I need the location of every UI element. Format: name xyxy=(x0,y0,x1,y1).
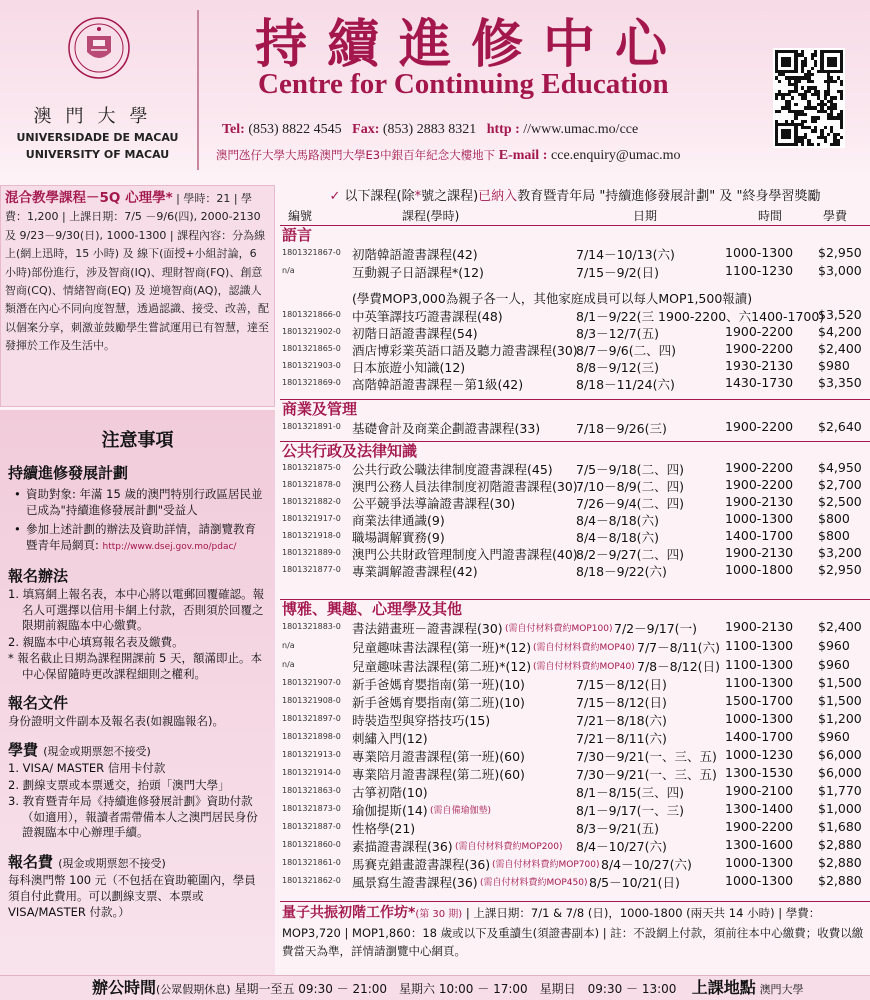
course-code: 1801321887-0 xyxy=(282,822,341,831)
course-row xyxy=(280,262,870,279)
course-row xyxy=(280,674,870,691)
tuition-heading xyxy=(8,739,267,760)
course-row xyxy=(280,476,870,493)
notes-title: 注意事項 xyxy=(101,430,174,451)
pdac-item xyxy=(8,521,267,555)
course-name: 書法錯畫班－證書課程(30) xyxy=(352,621,503,636)
tuition-item: 1. VISA/ MASTER 信用卡付款 xyxy=(8,761,166,775)
course-name: 性格學(21) xyxy=(352,821,416,836)
application-fee-section xyxy=(8,851,267,920)
course-fee: $2,640 xyxy=(818,419,862,434)
course-code: 1801321902-0 xyxy=(282,327,341,336)
pdac-item-text: 參加上述計劃的辦法及資助詳情，請瀏覽教育暨青年局網頁: xyxy=(26,522,256,552)
tel-number: (853) 8822 4545 xyxy=(248,122,342,137)
course-row xyxy=(280,692,870,709)
pdac-section xyxy=(8,462,267,555)
course-date: 8/4－8/18(六) xyxy=(576,530,659,545)
course-name: 中英筆譯技巧證書課程(48) xyxy=(352,309,503,324)
course-code: 1801321873-0 xyxy=(282,804,341,813)
course-row xyxy=(280,746,870,763)
course-time: 1430-1730 xyxy=(725,375,794,390)
course-time: 1900-2130 xyxy=(725,619,794,634)
quantum-details: | 上課日期：7/1 & 7/8 (日)，1000-1800 (兩天共 14 小時) | 學費：MOP3,720 | MOP1,860：18 歲或以下及重讀生(須證書副本) | 註：不設網上付款，須前往本中心繳費；收費以繳費當天為準，詳情請瀏覽中心網頁。 xyxy=(282,906,864,958)
col-fee: 學費 xyxy=(823,209,848,223)
application-fee-title: 報名費 xyxy=(8,852,54,871)
course-row xyxy=(280,710,870,727)
university-name-en: UNIVERSITY OF MACAU xyxy=(25,148,170,161)
address-line xyxy=(216,147,681,164)
registration-section xyxy=(8,565,267,682)
course-code: 1801321883-0 xyxy=(282,622,341,631)
course-date: 7/8－8/12(日) xyxy=(637,659,720,674)
course-code: 1801321875-0 xyxy=(282,463,341,472)
course-code: 1801321898-0 xyxy=(282,732,341,741)
course-fee: $4,200 xyxy=(818,324,862,339)
course-time: 1900-2200 xyxy=(725,819,794,834)
documents-text: 身份證明文件副本及報名表(如親臨報名)。 xyxy=(8,714,224,728)
course-name: 公平競爭法導論證書課程(30) xyxy=(352,496,516,511)
section-business: 商業及管理 xyxy=(280,399,870,418)
course-note: (需自備瑜伽墊) xyxy=(430,806,492,816)
course-fee: $6,000 xyxy=(818,765,862,780)
course-code: 1801321913-0 xyxy=(282,750,341,759)
course-code: 1801321867-0 xyxy=(282,248,341,257)
tel-label: Tel: xyxy=(222,122,245,137)
course-fee: $1,500 xyxy=(818,675,862,690)
course-note: (需自付材料費約MOP100) xyxy=(505,624,613,634)
course-code: 1801321897-0 xyxy=(282,714,341,723)
course-row xyxy=(280,510,870,527)
parent-child-fee-note: (學費MOP3,000為親子各一人，其他家庭成員可以每人MOP1,500報讀) xyxy=(352,291,753,306)
course-date: 8/3－9/21(五) xyxy=(576,821,659,836)
course-fee: $960 xyxy=(818,638,850,653)
course-name: 高階韓語證書課程－第1級(42) xyxy=(352,377,524,392)
course-date: 7/15－9/2(日) xyxy=(576,265,659,280)
course-fee: $1,000 xyxy=(818,801,862,816)
course-fee: $2,400 xyxy=(818,619,862,634)
office-hours: 星期一至五 09:30 － 21:00 星期六 10:00 － 17:00 星期日 09:30 － 13:00 xyxy=(234,982,677,996)
application-fee-text: 每科澳門幣 100 元（不包括在資助範圍內，學員須自付此費用。可以劃線支票、本票或 VISA/MASTER 付款。） xyxy=(8,872,256,919)
course-code: 1801321869-0 xyxy=(282,378,341,387)
course-name: 風景寫生證書課程(36) xyxy=(352,875,478,890)
course-time: 1100-1300 xyxy=(725,638,794,653)
course-time: 1900-2130 xyxy=(725,545,794,560)
course-name: 初階日語證書課程(54) xyxy=(352,326,478,341)
quantum-session: (第 30 期) xyxy=(415,909,463,920)
tuition-section xyxy=(8,739,267,841)
course-name: 瑜伽提斯(14) xyxy=(352,803,428,818)
course-row xyxy=(280,493,870,510)
tuition-item: 3. 教育暨青年局《持續進修發展計劃》資助付款（如適用），報讀者需帶備本人之澳門居民身份證親臨本中心辦理手續。 xyxy=(8,794,258,839)
course-time: 1300-1400 xyxy=(725,801,794,816)
course-row xyxy=(280,764,870,781)
course-row xyxy=(280,728,870,745)
course-fee: $1,770 xyxy=(818,783,862,798)
pdac-heading: 持續進修發展計劃 xyxy=(8,464,129,482)
email-link[interactable]: cce.enquiry@umac.mo xyxy=(551,148,681,163)
course-code: 1801321865-0 xyxy=(282,344,341,353)
course-date: 8/1－8/15(三、四) xyxy=(576,785,684,800)
university-seal-icon xyxy=(67,14,131,84)
section-liberal-arts: 博雅、興趣、心理學及其他 xyxy=(280,599,870,618)
course-name: 基礎會計及商業企劃證書課程(33) xyxy=(352,421,541,436)
course-time: 1900-2200 xyxy=(725,477,794,492)
course-time: 1300-1530 xyxy=(725,765,794,780)
course-code: 1801321907-0 xyxy=(282,678,341,687)
course-code: 1801321860-0 xyxy=(282,840,341,849)
blended-course-promo xyxy=(0,185,275,407)
course-time: 1000-1300 xyxy=(725,711,794,726)
section-language: 語言 xyxy=(280,225,870,244)
university-name-pt: UNIVERSIDADE DE MACAU xyxy=(16,131,179,144)
header-divider xyxy=(197,10,199,170)
venue-label: 上課地點 xyxy=(691,978,756,997)
centre-title-en: Centre for Continuing Education xyxy=(258,68,669,100)
column-headers xyxy=(280,207,870,223)
university-name-zh: 澳門大學 xyxy=(33,106,162,127)
course-time: 1930-2130 xyxy=(725,358,794,373)
fax-number: (853) 2883 8321 xyxy=(382,122,477,137)
section-public-admin: 公共行政及法律知識 xyxy=(280,441,870,460)
course-row xyxy=(280,800,870,817)
course-fee: $2,500 xyxy=(818,494,862,509)
course-date: 8/18－9/22(六) xyxy=(576,564,667,579)
course-date: 7/21－8/11(六) xyxy=(576,731,667,746)
footer xyxy=(0,975,870,1000)
course-date: 8/2－9/27(二、四) xyxy=(576,547,684,562)
course-row xyxy=(280,418,870,435)
qr-code-icon[interactable] xyxy=(773,48,845,148)
course-code: 1801321862-0 xyxy=(282,876,341,885)
course-code: n/a xyxy=(282,641,295,650)
course-note: (需自付材料費約MOP40) xyxy=(533,662,635,672)
course-row xyxy=(280,818,870,835)
course-row xyxy=(280,459,870,476)
course-name: 公共行政公職法律制度證書課程(45) xyxy=(352,462,553,477)
course-date: 8/4－10/27(六) xyxy=(576,839,667,854)
course-row xyxy=(280,618,870,635)
course-date: 7/10－8/9(二、四) xyxy=(576,479,684,494)
course-fee: $2,880 xyxy=(818,837,862,852)
course-note: (需自付材料費約MOP450) xyxy=(480,878,588,888)
course-name: 商業法律通識(9) xyxy=(352,513,445,528)
course-time: 1400-1700 xyxy=(725,729,794,744)
course-fee: $980 xyxy=(818,358,850,373)
intro-text-a: 以下課程(除 xyxy=(344,189,415,204)
course-name: 新手爸媽育嬰指南(第二班)(10) xyxy=(352,695,525,710)
course-row xyxy=(280,872,870,889)
course-fee: $800 xyxy=(818,511,850,526)
registration-item: 2. 親臨本中心填寫報名表及繳費。 xyxy=(8,634,184,649)
course-date: 7/15－8/12(日) xyxy=(576,677,667,692)
course-fee: $1,680 xyxy=(818,819,862,834)
course-time: 1000-1300 xyxy=(725,511,794,526)
header xyxy=(0,0,870,180)
contact-line xyxy=(222,122,638,138)
course-date: 8/7－9/6(二、四) xyxy=(576,343,676,358)
course-row xyxy=(280,782,870,799)
course-date: 7/15－8/12(日) xyxy=(576,695,667,710)
intro-text-d: 教育暨青年局 "持續進修發展計劃" 及 "終身學習獎勵 xyxy=(517,189,821,204)
course-fee: $1,500 xyxy=(818,693,862,708)
course-name: 澳門公共財政管理制度入門證書課程(40) xyxy=(352,547,578,562)
course-name: 專業陪月證書課程(第二班)(60) xyxy=(352,767,525,782)
course-fee: $2,880 xyxy=(818,855,862,870)
course-name: 專業調解證書課程(42) xyxy=(352,564,478,579)
course-time: 1900-2100 xyxy=(725,783,794,798)
notes-panel xyxy=(0,410,275,975)
course-row xyxy=(280,561,870,578)
venue: 澳門大學 xyxy=(759,983,804,996)
course-fee: $3,200 xyxy=(818,545,862,560)
course-fee: $3,350 xyxy=(818,375,862,390)
documents-heading: 報名文件 xyxy=(8,694,69,712)
intro-highlight: 已納入 xyxy=(478,189,518,204)
course-time: 1900-2200 xyxy=(725,460,794,475)
documents-section xyxy=(8,692,267,729)
course-date: 8/8－9/12(三) xyxy=(576,360,659,375)
course-date: 7/30－9/21(一、三、五) xyxy=(576,749,717,764)
application-fee-note: (現金或期票恕不接受) xyxy=(58,856,166,870)
course-list xyxy=(280,185,870,958)
course-code: 1801321882-0 xyxy=(282,497,341,506)
course-time: 1000-1300 xyxy=(725,855,794,870)
course-date: 8/1－9/17(一、三) xyxy=(576,803,684,818)
course-fee: $800 xyxy=(818,528,850,543)
course-date: 7/26－9/4(二、四) xyxy=(576,496,684,511)
course-date: 7/7－8/11(六) xyxy=(637,640,720,655)
email-label: E-mail : xyxy=(498,148,548,163)
course-fee: $960 xyxy=(818,729,850,744)
course-fee: $2,950 xyxy=(818,562,862,577)
course-name: 專業陪月證書課程(第一班)(60) xyxy=(352,749,525,764)
tuition-item: 2. 劃線支票或本票遞交，抬頭「澳門大學」 xyxy=(8,777,230,792)
course-date: 8/4－10/27(六) xyxy=(601,857,692,872)
col-date: 日期 xyxy=(633,209,658,223)
course-code: 1801321908-0 xyxy=(282,696,341,705)
course-row xyxy=(280,656,870,673)
course-time: 1900-2200 xyxy=(725,341,794,356)
course-date: 8/4－8/18(六) xyxy=(576,513,659,528)
quantum-title: 量子共振初階工作坊* xyxy=(282,905,416,921)
course-time: 1100-1300 xyxy=(725,657,794,672)
pdac-intro xyxy=(280,185,870,205)
course-date: 7/14－10/13(六) xyxy=(576,247,675,262)
check-icon: ✓ xyxy=(329,189,341,204)
course-row xyxy=(280,374,870,391)
course-time: 1000-1300 xyxy=(725,873,794,888)
course-row xyxy=(280,854,870,871)
course-name: 新手爸媽育嬰指南(第一班)(10) xyxy=(352,677,525,692)
course-row xyxy=(280,357,870,374)
course-row xyxy=(280,544,870,561)
course-row xyxy=(280,836,870,853)
course-code: 1801321866-0 xyxy=(282,310,341,319)
course-code: n/a xyxy=(282,266,295,275)
course-row xyxy=(280,527,870,544)
course-fee: $960 xyxy=(818,657,850,672)
course-note: (需自付材料費約MOP40) xyxy=(533,643,635,653)
course-date: 8/5－10/21(日) xyxy=(589,875,680,890)
course-fee: $1,200 xyxy=(818,711,862,726)
course-date: 7/2－9/17(一) xyxy=(614,621,697,636)
holiday-note: (公眾假期休息) xyxy=(156,983,231,996)
application-fee-heading xyxy=(8,851,267,872)
registration-item: * 報名截止日期為課程開課前 5 天，額滿即止。本中心保留隨時更改課程細則之權利。 xyxy=(8,651,263,681)
course-code: 1801321891-0 xyxy=(282,422,341,431)
course-code: 1801321914-0 xyxy=(282,768,341,777)
course-name: 初階韓語證書課程(42) xyxy=(352,247,478,262)
pdac-item: • 資助對象: 年滿 15 歲的澳門特別行政區居民並已成為"持續進修發展計劃"受益人 xyxy=(8,486,267,518)
course-fee: $6,000 xyxy=(818,747,862,762)
course-time: 1000-1300 xyxy=(725,245,794,260)
course-fee: $2,950 xyxy=(818,245,862,260)
promo-body: | 學時：21 | 學費：1,200 | 上課日期：7/5 －9/6(四), 2000-2130 及 9/23－9/30(日), 1000-1300 | 課程內容：分為線上(網上迅時，15 小時) 及 線下(面授+小組討論，6 小時)部份進行，涉及智商(IQ)、理財智商(FQ)、創意智商(CQ)、情緒智商(EQ) 及 逆境智商(AQ)，認識人類潛在內心不同向度智慧，透過認識、接受、改善，配以個案分享，刺激並鼓勵學生嘗試運用已有智慧，達至發揮於工作及生活中。 xyxy=(5,192,269,353)
fax-label: Fax: xyxy=(352,122,380,137)
course-code: 1801321903-0 xyxy=(282,361,341,370)
course-row xyxy=(280,340,870,357)
promo-title: 混合教學課程－5Q 心理學* xyxy=(5,190,173,206)
http-label: http : xyxy=(486,122,520,137)
course-code: 1801321918-0 xyxy=(282,531,341,540)
course-name: 日本旅遊小知識(12) xyxy=(352,360,466,375)
course-name: 酒店博彩業英語口語及聽力證書課程(30) xyxy=(352,343,578,358)
course-note: (需自付材料費約MOP200) xyxy=(455,842,563,852)
tuition-title: 學費 xyxy=(8,741,39,759)
course-fee: $4,950 xyxy=(818,460,862,475)
address: 澳門氹仔大學大馬路澳門大學E3中銀百年紀念大樓地下 xyxy=(216,148,496,162)
registration-heading: 報名辦法 xyxy=(8,567,69,585)
tuition-note: (現金或期票恕不接受) xyxy=(43,745,151,758)
dsej-link[interactable]: http://www.dsej.gov.mo/pdac/ xyxy=(102,542,237,552)
course-fee: $2,400 xyxy=(818,341,862,356)
course-fee: $2,880 xyxy=(818,873,862,888)
course-time: 1900-2200 xyxy=(725,419,794,434)
course-name: 兒童趣味書法課程(第一班)*(12) xyxy=(352,640,532,655)
course-time: 1900-2130 xyxy=(725,494,794,509)
course-date: 8/18－11/24(六) xyxy=(576,377,675,392)
intro-text-b: 號之課程) xyxy=(421,189,479,204)
col-code: 編號 xyxy=(288,209,313,223)
course-date: 7/5－9/18(二、四) xyxy=(576,462,684,477)
course-row xyxy=(280,244,870,261)
office-hours-label: 辦公時間 xyxy=(92,978,157,997)
course-date: 7/30－9/21(一、三、五) xyxy=(576,767,717,782)
course-note: (需自付材料費約MOP700) xyxy=(492,860,600,870)
course-fee: $2,700 xyxy=(818,477,862,492)
course-time: 1900-2200 xyxy=(725,324,794,339)
course-name: 時裝造型與穿搭技巧(15) xyxy=(352,713,491,728)
course-date: 8/3－12/7(五) xyxy=(576,326,659,341)
course-name: 古箏初階(10) xyxy=(352,785,428,800)
course-time: 1100-1300 xyxy=(725,675,794,690)
course-fee: $3,520 xyxy=(818,307,862,322)
course-name: 互動親子日語課程*(12) xyxy=(352,265,484,280)
course-name: 職場調解實務(9) xyxy=(352,530,445,545)
course-row xyxy=(280,306,870,323)
registration-item: 1. 填寫網上報名表，本中心將以電郵回覆確認。報名人可選擇以信用卡網上付款，否則須於回覆之限期前親臨本中心繳費。 xyxy=(8,587,265,632)
course-code: 1801321889-0 xyxy=(282,548,341,557)
course-date: 7/18－9/26(三) xyxy=(576,421,667,436)
course-time: 1500-1700 xyxy=(725,693,794,708)
course-name: 兒童趣味書法課程(第二班)*(12) xyxy=(352,659,532,674)
course-fee: $3,000 xyxy=(818,263,862,278)
course-code: n/a xyxy=(282,660,295,669)
col-course: 課程(學時) xyxy=(402,209,460,223)
course-name: 澳門公務人員法律制度初階證書課程(30) xyxy=(352,479,578,494)
course-time: 1000-1800 xyxy=(725,562,794,577)
course-time: 1100-1230 xyxy=(725,263,794,278)
course-code: 1801321877-0 xyxy=(282,565,341,574)
course-row xyxy=(280,637,870,654)
course-time: 1400-1700 xyxy=(725,528,794,543)
course-code: 1801321861-0 xyxy=(282,858,341,867)
centre-title-zh: 持續進修中心 xyxy=(255,14,688,75)
website-link[interactable]: //www.umac.mo/cce xyxy=(523,122,639,137)
course-name: 素描證書課程(36) xyxy=(352,839,453,854)
course-date: 7/21－8/18(六) xyxy=(576,713,667,728)
university-logo-block xyxy=(0,0,195,180)
intro-star: * xyxy=(414,189,422,204)
course-name: 馬賽克錯畫證書課程(36) xyxy=(352,857,491,872)
col-time: 時間 xyxy=(758,209,783,223)
course-name: 刺繡入門(12) xyxy=(352,731,428,746)
course-time: 1300-1600 xyxy=(725,837,794,852)
course-date: 8/1－9/22(三 1900-2200、六1400-1700) xyxy=(576,309,825,324)
course-row xyxy=(280,323,870,340)
course-code: 1801321917-0 xyxy=(282,514,341,523)
course-code: 1801321863-0 xyxy=(282,786,341,795)
course-code: 1801321878-0 xyxy=(282,480,341,489)
course-time: 1000-1230 xyxy=(725,747,794,762)
quantum-workshop xyxy=(280,901,870,958)
